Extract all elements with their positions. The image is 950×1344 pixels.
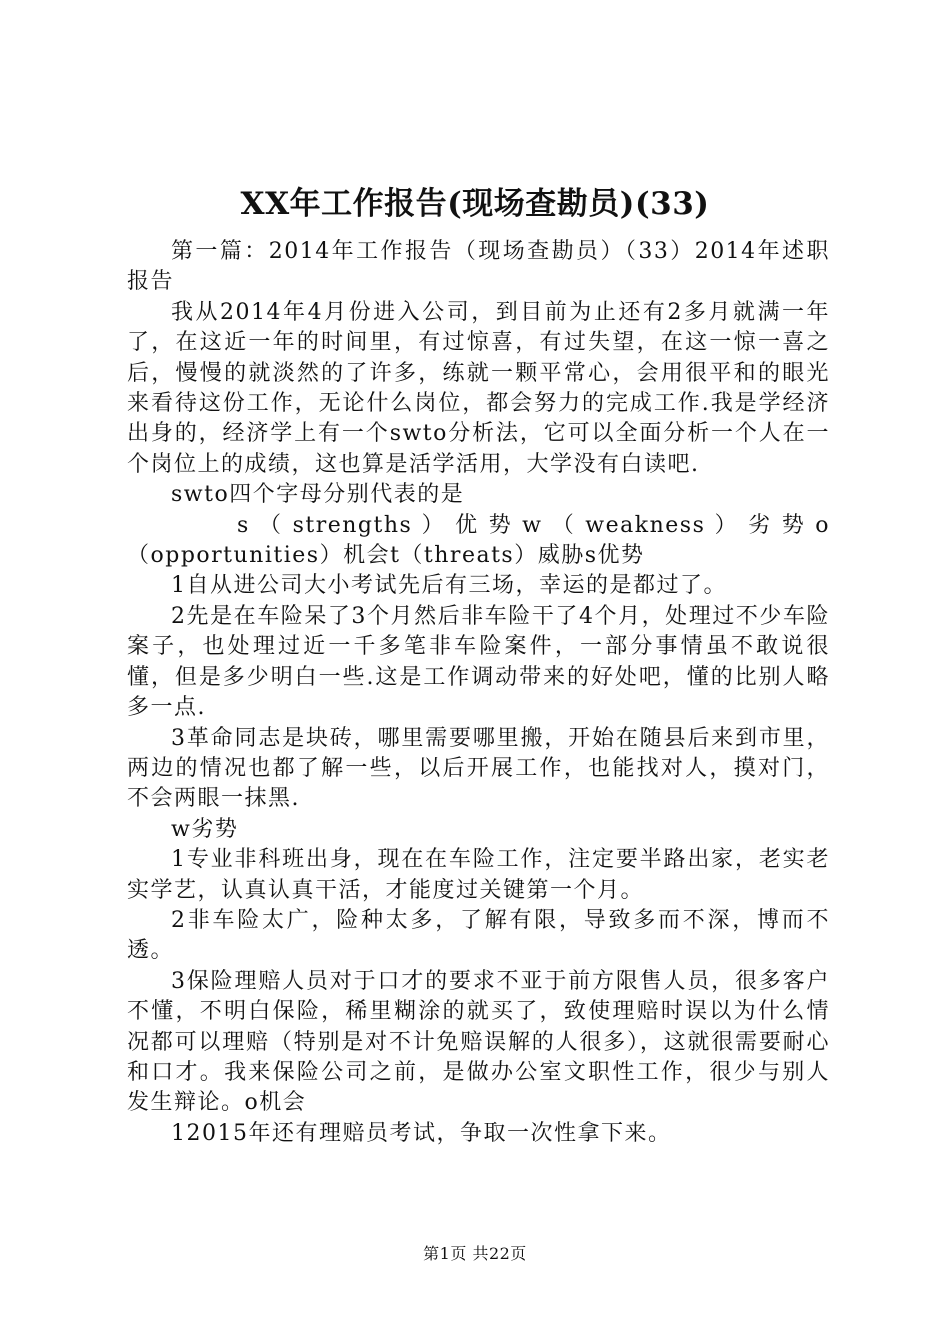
paragraph-strength-1: 1自从进公司大小考试先后有三场，幸运的是都过了。 bbox=[171, 573, 727, 599]
page-footer: 第1页 共22页 bbox=[423, 1244, 527, 1263]
paragraph-weakness-3: 3保险理赔人员对于口才的要求不亚于前方限售人员，很多客户不懂，不明白保险，稀里糊涂的就买了，致使理赔时误以为什么情况都可以理赔（特别是对不计免赔误解的人很多），这就很需要耐心和口才。我来保险公司之前，是做办公室文职性工作，很少与别人发生辩论。o机会 bbox=[127, 968, 830, 1116]
document-title: XX年工作报告(现场查勘员)(33) bbox=[240, 186, 710, 222]
paragraph-weakness-1: 1专业非科班出身，现在在车险工作，注定要半路出家，老实老实学艺，认真认真干活，才能度过关键第一个月。 bbox=[127, 847, 830, 903]
paragraph-opportunity-1: 12015年还有理赔员考试，争取一次性拿下来。 bbox=[171, 1120, 672, 1146]
paragraph-strength-3: 3革命同志是块砖，哪里需要哪里搬，开始在随县后来到市里，两边的情况也都了解一些，以后开展工作，也能找对人，摸对门，不会两眼一抹黑. bbox=[127, 725, 830, 812]
paragraph-intro: 我从2014年4月份进入公司，到目前为止还有2多月就满一年了，在这近一年的时间里，有过惊喜，有过失望，在这一惊一喜之后，慢慢的就淡然的了许多，练就一颗平常心，会用很平和的眼光来看待这份工作，无论什么岗位，都会努力的完成工作.我是学经济出身的，经济学上有一个swto分析法，它可以全面分析一个人在一个岗位上的成绩，这也算是活学活用，大学没有白读吧. bbox=[127, 299, 830, 477]
document-body bbox=[127, 237, 830, 1149]
paragraph-swot-terms: s （ strengths ） 优 势 w （ weakness ） 劣 势 o（opportunities）机会t（threats）威胁s优势 bbox=[127, 512, 830, 569]
paragraph-weakness-2: 2非车险太广，险种太多，了解有限，导致多而不深，博而不透。 bbox=[127, 907, 830, 964]
paragraph-weakness-heading: w劣势 bbox=[171, 816, 239, 842]
paragraph-strength-2: 2先是在车险呆了3个月然后非车险干了4个月，处理过不少车险案子，也处理过近一千多笔非车险案件，一部分事情虽不敢说很懂，但是多少明白一些.这是工作调动带来的好处吧，懂的比别人略多一点. bbox=[127, 603, 830, 721]
paragraph-heading: 第一篇：2014年工作报告（现场查勘员）（33）2014年述职报告 bbox=[127, 239, 830, 295]
paragraph-swot-definition: swto四个字母分别代表的是 bbox=[171, 482, 465, 508]
